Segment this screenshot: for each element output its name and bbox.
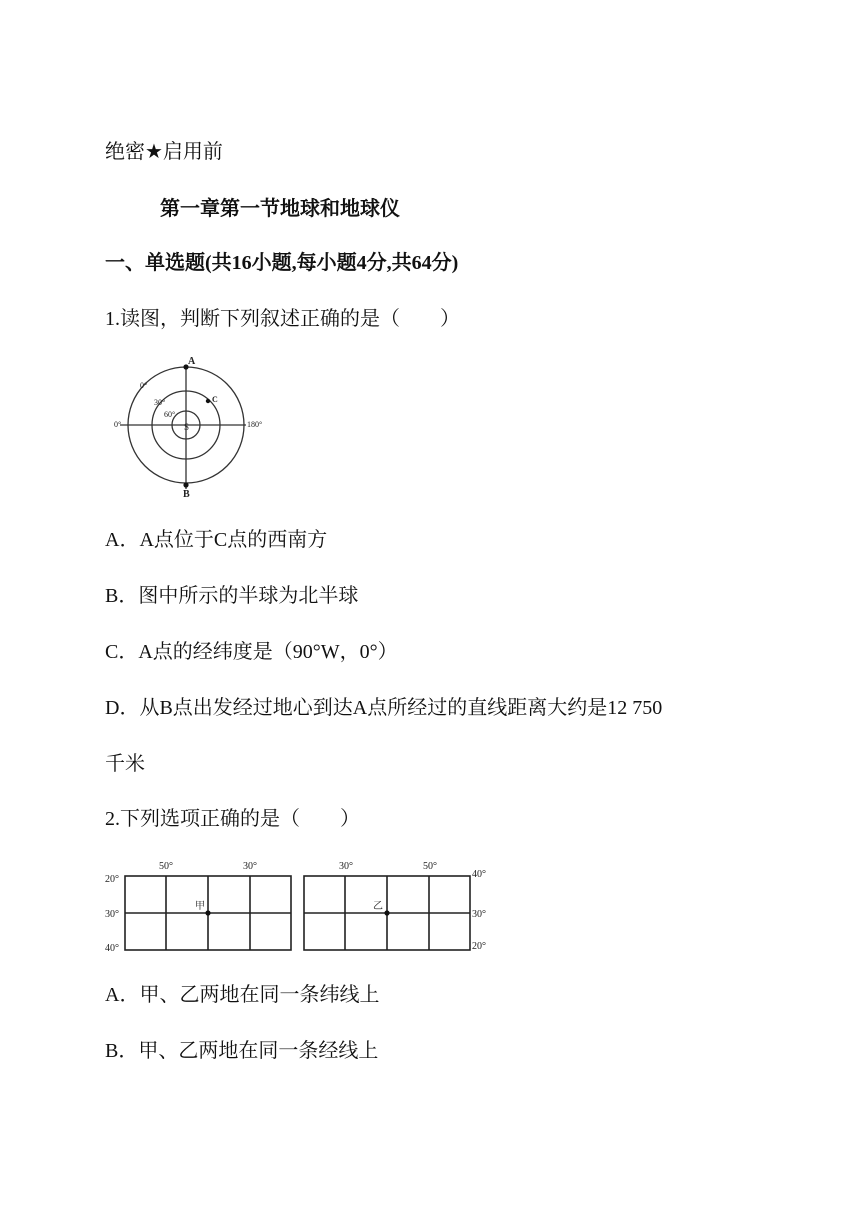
label-lon-top: 0°: [140, 381, 148, 390]
right-side-label-20: 20°: [472, 941, 486, 952]
left-top-label-50: 50°: [159, 861, 173, 872]
question-2-option-b: B．甲、乙两地在同一条经线上: [105, 1040, 379, 1062]
point-jia: [205, 910, 210, 915]
figure-polar-view: [112, 355, 272, 500]
label-lat-60: 60°: [164, 410, 176, 419]
question-1-option-b: B．图中所示的半球为北半球: [105, 585, 359, 607]
question-1-option-a: A．A点位于C点的西南方: [105, 529, 328, 551]
left-side-label-30: 30°: [105, 909, 119, 920]
label-yi: 乙: [373, 901, 383, 912]
question-2-option-a: A．甲、乙两地在同一条纬线上: [105, 984, 380, 1006]
right-side-label-30: 30°: [472, 909, 486, 920]
label-jia: 甲: [195, 901, 205, 912]
left-top-label-30: 30°: [243, 861, 257, 872]
figure-grids: [105, 855, 495, 955]
question-1-option-d-continued: 千米: [105, 753, 145, 775]
point-yi: [384, 910, 389, 915]
label-lon-right: 180°: [247, 420, 263, 429]
secret-mark: 绝密★启用前: [105, 139, 223, 163]
label-lon-left: 0°: [114, 420, 122, 429]
right-top-label-30: 30°: [339, 861, 353, 872]
label-b: B: [183, 489, 190, 500]
left-side-label-40: 40°: [105, 943, 119, 954]
label-a: A: [188, 356, 196, 367]
document-title: 第一章第一节地球和地球仪: [160, 196, 400, 220]
question-1-stem: 1.读图，判断下列叙述正确的是（ ）: [105, 308, 460, 330]
point-c: [206, 399, 210, 403]
question-2-stem: 2.下列选项正确的是（ ）: [105, 808, 360, 830]
question-1-option-d: D．从B点出发经过地心到达A点所经过的直线距离大约是12 750: [105, 697, 663, 719]
point-b: [183, 482, 188, 487]
question-1-option-c: C．A点的经纬度是（90°W，0°）: [105, 641, 398, 663]
label-lat-30: 30°: [154, 398, 166, 407]
section-heading: 一、单选题(共16小题,每小题4分,共64分): [105, 252, 459, 274]
right-top-label-50: 50°: [423, 861, 437, 872]
label-c: C: [212, 395, 218, 404]
label-s: S: [184, 422, 190, 432]
left-side-label-20: 20°: [105, 874, 119, 885]
right-side-label-40: 40°: [472, 869, 486, 880]
